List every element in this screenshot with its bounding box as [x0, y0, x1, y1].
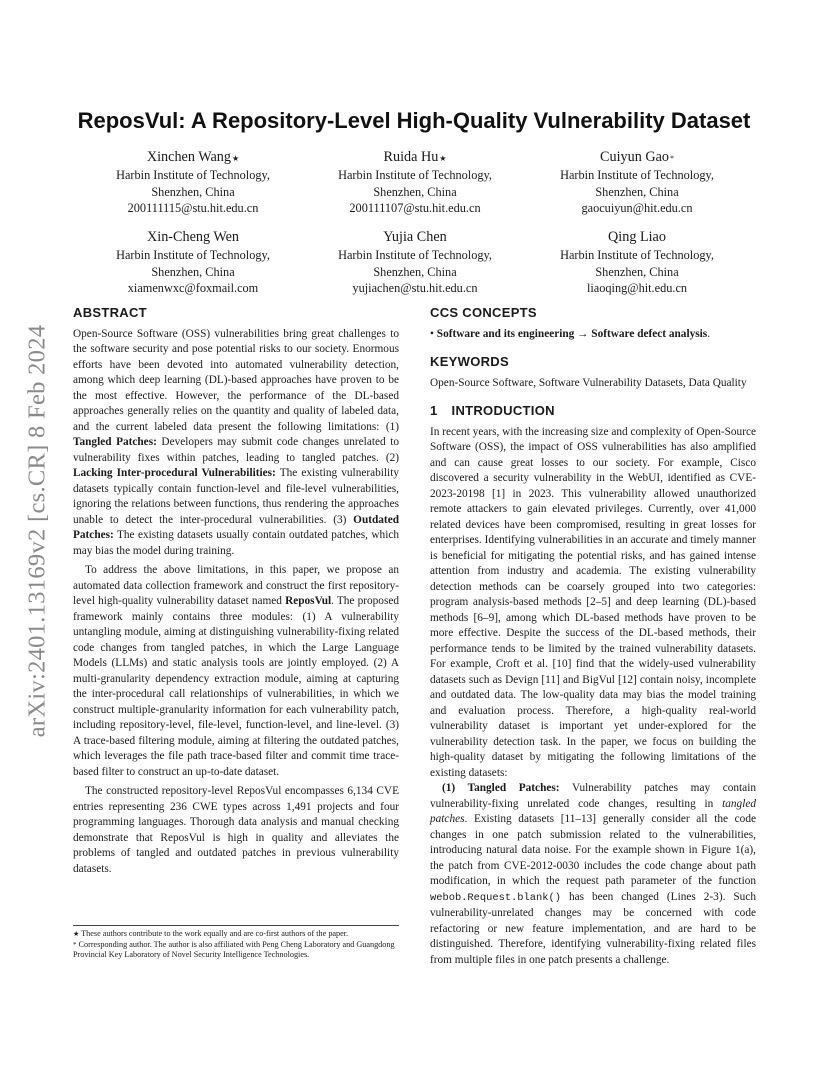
author-affiliation: Harbin Institute of Technology, — [560, 248, 714, 262]
author-name: Ruida Hu★ — [383, 149, 447, 165]
author-name: Xinchen Wang★ — [146, 149, 240, 165]
author-city: Shenzhen, China — [373, 184, 457, 199]
footnote: ★ These authors contribute to the work equally and are co-first authors of the paper. — [73, 929, 349, 938]
author-city: Shenzhen, China — [373, 264, 457, 279]
author-name: Yujia Chen — [383, 229, 447, 245]
ccs-heading: CCS CONCEPTS — [430, 305, 537, 320]
author-affiliation: Harbin Institute of Technology, — [116, 248, 270, 262]
abstract-paragraph: Open-Source Software (OSS) vulnerabilities bring great challenges to the software security and pose potential risks to our society. Enormous efforts have been devoted into automated vulnerability detection, among which deep learning (DL)-based approaches have proven to be the most effective. However, the performance of the DL-based approaches generally relies on the quantity and quality of labeled data, and the current labeled data present the following limitations: (1) Tangled Patches: Developers may submit code changes unrelated to vulnerability fixes within patches, leading to tangled patches. (2) Lacking Inter-procedural Vulnerabilities: The existing vulnerability datasets typically contain function-level and file-level vulnerabilities, ignoring the relations between functions, thus rendering the approaches unable to detect the inter-procedural vulnerabilities. (3) Outdated Patches: The existing datasets usually contain outdated patches, which may bias the model during training. — [73, 327, 399, 557]
author-city: Shenzhen, China — [595, 184, 679, 199]
introduction-heading: 1 INTRODUCTION — [430, 403, 555, 418]
author-city: Shenzhen, China — [595, 264, 679, 279]
author-email: 200111115@stu.hit.edu.cn — [127, 201, 259, 215]
abstract-heading: ABSTRACT — [73, 305, 147, 320]
author-affiliation: Harbin Institute of Technology, — [116, 168, 270, 182]
author-affiliation: Harbin Institute of Technology, — [338, 248, 492, 262]
footnotes — [73, 925, 399, 961]
arxiv-id-text: arXiv:2401.13169v2 [cs.CR] 8 Feb 2024 — [23, 324, 51, 738]
author-block — [305, 148, 525, 217]
author-name: Qing Liao — [608, 229, 666, 245]
arxiv-identifier — [22, 296, 52, 766]
keywords-text: Open-Source Software, Software Vulnerability Datasets, Data Quality — [430, 376, 747, 389]
paper-title: ReposVul: A Repository-Level High-Quality Vulnerability Dataset — [77, 108, 751, 133]
author-city: Shenzhen, China — [151, 264, 235, 279]
author-city: Shenzhen, China — [151, 184, 235, 199]
left-column — [73, 305, 399, 877]
intro-paragraph: (1) Tangled Patches: Vulnerability patches may contain vulnerability-fixing unrelated code changes, resulting in tangled patches. Existing datasets [11–13] generally consider all the code changes in one patch submission related to the vulnerabilities, introducing natural data noise. For the example shown in Figure 1(a), the patch from CVE-2012-0030 includes the code change about path modification, in which the request path parameter of the function webob.Request.blank() has been changed (Lines 2-3). Such vulnerability-unrelated changes may be concerned with code refactoring or new feature implementation, and are hard to be distinguished. Therefore, identifying vulnerability-fixing related files from multiple files in one patch presents a challenge. — [430, 782, 756, 966]
intro-paragraph: In recent years, with the increasing size and complexity of Open-Source Software (OSS), the impact of OSS vulnerabilities has also amplified and can cause great losses to our society. For example, Cisco discovered a security vulnerability in the WebUI, identified as CVE-2023-20198 [1] in 2023. This vulnerability allowed unauthorized remote attackers to gain elevated privileges. Currently, over 41,000 related devices have been compromised, resulting in great losses for enterprises. Identifying vulnerabilities in an accurate and timely manner is beneficial for mitigating the potential risks, and has gained intense attention from industry and academia. The existing vulnerability detection methods can be coarsely grouped into two categories: program analysis-based methods [2–5] and deep learning (DL)-based methods [6–9], among which DL-based methods have proven to be more effective. Despite the success of the DL-based methods, their performance tends to be limited by the trained vulnerability datasets. For example, Croft et al. [10] find that the widely-used vulnerability datasets such as Devign [11] and BigVul [12] contain noisy, incomplete and outdated data. The low-quality data may bias the model training and evaluation process. Therefore, a high-quality real-world vulnerability dataset is important yet under-explored for the vulnerability detection task. In the paper, we focus on building the high-quality dataset by mitigating the following limitations of the existing datasets: — [430, 425, 756, 779]
keywords-heading: KEYWORDS — [430, 354, 509, 369]
right-column — [430, 305, 756, 968]
author-email: xiamenwxc@foxmail.com — [127, 281, 259, 295]
inline-code: webob.Request.blank() — [430, 891, 561, 904]
author-name: Cuiyun Gao* — [600, 149, 674, 165]
author-affiliation: Harbin Institute of Technology, — [560, 168, 714, 182]
author-block — [83, 148, 303, 217]
author-email: liaoqing@hit.edu.cn — [586, 281, 688, 295]
author-email: 200111107@stu.hit.edu.cn — [349, 201, 481, 215]
author-email: gaocuiyun@hit.edu.cn — [581, 201, 693, 215]
abstract-paragraph: To address the above limitations, in this paper, we propose an automated data collection framework and construct the first repository-level high-quality vulnerability dataset named ReposVul. The proposed framework mainly contains three modules: (1) A vulnerability untangling module, aiming at distinguishing vulnerability-fixing related code changes from tangled patches, in which the Large Language Models (LLMs) and static analysis tools are jointly employed. (2) A multi-granularity dependency extraction module, aiming at capturing the inter-procedural call relationships of vulnerabilities, in which we construct multiple-granularity information for each vulnerability patch, including repository-level, file-level, function-level, and line-level. (3) A trace-based filtering module, aiming at filtering the outdated patches, which leverages the file path trace-based filter and commit time trace-based filter to construct an up-to-date dataset. — [73, 564, 400, 778]
abstract-paragraph: The constructed repository-level ReposVul encompasses 6,134 CVE entries representing 236 CWE types across 1,491 projects and four programming languages. Thorough data analysis and manual checking demonstrate that ReposVul is high in quality and alleviates the problems of tangled and outdated patches in previous vulnerability datasets. — [73, 785, 399, 875]
author-block — [527, 148, 747, 217]
author-email: yujiachen@stu.hit.edu.cn — [352, 281, 478, 295]
author-affiliation: Harbin Institute of Technology, — [338, 168, 492, 182]
author-name: Xin-Cheng Wen — [147, 229, 239, 245]
author-block — [305, 228, 525, 297]
author-block — [83, 228, 303, 297]
footnote: * Corresponding author. The author is also affiliated with Peng Cheng Laboratory and Guangdong Provincial Key Laboratory of Novel Security Intelligence Technologies. — [73, 939, 395, 959]
author-block — [527, 228, 747, 297]
ccs-concepts: • Software and its engineering → Software defect analysis. — [430, 327, 711, 340]
